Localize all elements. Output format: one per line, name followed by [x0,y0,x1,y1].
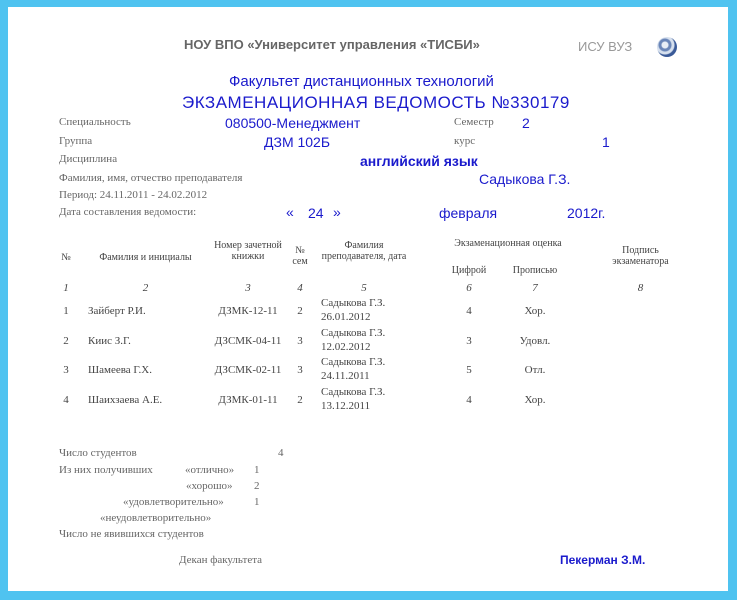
row-grade-digit: 3 [466,335,472,347]
col-number: 2 [142,282,149,294]
row-grade-word: Отл. [524,364,546,376]
satisfactory-value: 1 [254,496,260,508]
col-header-record-book: Номер зачетной книжки [214,240,282,262]
teacher-value: Садыкова Г.З. [479,171,571,187]
university-name: НОУ ВПО «Университет управления «ТИСБИ» [184,37,480,52]
col-header-grade-digit: Цифрой [451,265,487,276]
row-date: 26.01.2012 [321,311,371,323]
col-header-signature: Подпись экзаменатора [612,245,669,267]
date-close-quote: » [333,204,341,220]
row-teacher: Садыкова Г.З. [321,297,386,309]
row-date: 13.12.2011 [321,400,371,412]
col-header-grade-word: Прописью [512,265,558,276]
col-number: 1 [63,282,69,294]
col-header-teacher-date: Фамилия преподавателя, дата [321,240,407,262]
col-header-no: № [61,252,71,263]
unsatisfactory-label: «неудовлетворительно» [100,512,212,524]
row-teacher: Садыкова Г.З. [321,386,386,398]
good-value: 2 [254,480,260,492]
students-count-label: Число студентов [59,447,137,459]
row-grade-word: Хор. [524,394,546,406]
row-no: 3 [63,364,69,376]
students-count-value: 4 [278,447,284,459]
row-sem: 3 [297,335,303,347]
date-label: Дата составления ведомости: [59,206,197,218]
group-label: Группа [59,135,93,147]
dean-label: Декан факультета [179,554,263,566]
row-grade-digit: 4 [466,394,472,406]
logo-text: ИСУ ВУЗ [578,39,633,54]
row-name: Зайберт Р.И. [88,305,146,317]
col-number: 4 [297,282,303,294]
good-label: «хорошо» [186,480,233,492]
date-month: февраля [439,205,498,221]
col-number: 5 [361,282,367,294]
date-open-quote: « [286,204,294,220]
dean-name: Пекерман З.М. [560,553,646,567]
row-sem: 3 [297,364,303,376]
semester-label: Семестр [454,116,494,128]
row-grade-digit: 4 [466,305,472,317]
row-grade-word: Удовл. [519,335,551,347]
row-no: 2 [63,335,69,347]
teacher-label: Фамилия, имя, отчество преподавателя [59,172,243,184]
row-name: Шаихзаева А.Е. [88,394,163,406]
semester-value: 2 [522,115,530,131]
satisfactory-label: «удовлетворительно» [123,496,224,508]
absent-label: Число не явившихся студентов [59,528,204,540]
faculty-name: Факультет дистанционных технологий [229,73,494,90]
row-name: Шамеева Г.Х. [88,364,152,376]
row-date: 24.11.2011 [321,370,370,382]
excellent-value: 1 [254,464,260,476]
date-year: 2012г. [567,205,606,221]
col-number: 6 [466,282,472,294]
col-header-sem: № сем [292,245,308,267]
row-sem: 2 [297,394,303,406]
specialty-value: 080500-Менеджмент [225,115,361,131]
row-teacher: Садыкова Г.З. [321,356,386,368]
row-teacher: Садыкова Г.З. [321,327,386,339]
row-grade-word: Хор. [524,305,546,317]
discipline-value: английский язык [360,153,478,169]
specialty-label: Специальность [59,116,131,128]
row-no: 1 [63,305,69,317]
col-number: 3 [245,282,251,294]
received-label: Из них получивших [59,464,153,476]
row-sem: 2 [297,305,303,317]
row-record-book: ДЗМК-12-11 [218,305,278,317]
row-record-book: ДЗСМК-02-11 [214,364,282,376]
row-no: 4 [63,394,69,406]
row-record-book: ДЗСМК-04-11 [214,335,282,347]
date-day: 24 [308,205,324,221]
row-record-book: ДЗМК-01-11 [218,394,278,406]
row-date: 12.02.2012 [321,341,371,353]
isu-logo-icon [657,37,677,57]
course-label: курс [454,135,476,147]
excellent-label: «отлично» [185,464,235,476]
col-header-name: Фамилия и инициалы [99,252,192,263]
col-header-grades: Экзаменационная оценка [454,238,562,249]
row-name: Киис З.Г. [88,335,131,347]
col-number: 8 [637,282,644,294]
exam-sheet [8,7,728,591]
col-number: 7 [532,282,538,294]
group-value: ДЗМ 102Б [264,134,331,150]
page-title: ЭКЗАМЕНАЦИОННАЯ ВЕДОМОСТЬ №330179 [182,93,570,112]
discipline-label: Дисциплина [59,153,118,165]
course-value: 1 [602,134,610,150]
period: Период: 24.11.2011 - 24.02.2012 [59,189,208,201]
row-grade-digit: 5 [466,364,472,376]
